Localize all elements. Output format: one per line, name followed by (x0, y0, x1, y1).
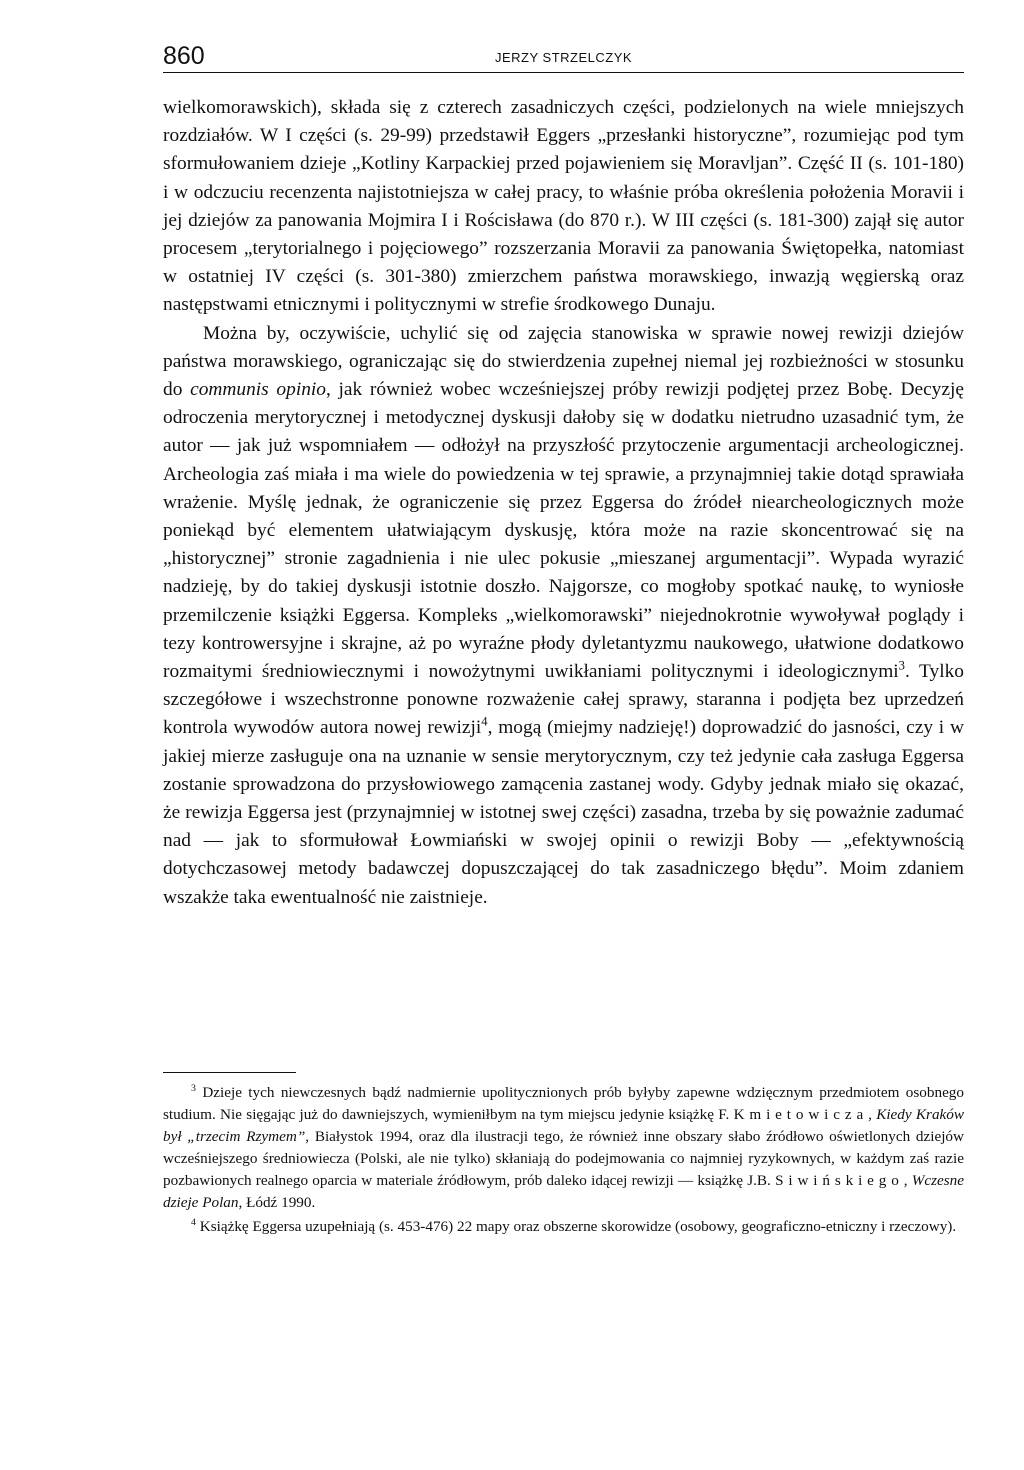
footnote-3-title-1: Kiedy Kraków był „trzecim Rzymem” (163, 1106, 965, 1145)
footnote-separator (163, 1072, 296, 1073)
footnote-3-comma-2: , (903, 1172, 908, 1189)
paragraph-2-part-b: , jak również wobec wcześniejszej próby rewizji podjętej przez Bobę. Decyzję odroczenia merytorycznej i metodycznej dyskusji dałoby się w dodatku nietrudno uzasadnić tym, że autor — jak już wspomniałem — odłożył na przyszłość przytoczenie argumentacji archeologicznej. Archeologia zaś miała i ma wiele do powiedzenia w tej sprawie, a przynajmniej takie dotąd sprawiała wrażenie. Myślę jednak, że ograniczenie się przez Eggersa do źródeł niearcheologicznych może poniekąd być elementem ułatwiającym dyskusję, która może na razie skoncentrować się na „historycznej” stronie zagadnienia i nie ulec pokusie „mieszanej argumentacji”. Wypada wyrazić nadzieję, by do takiej dyskusji istotnie doszło. Najgorsze, co mogłoby spotkać naukę, to wyniosłe przemilczenie książki Eggersa. Kompleks „wielkomorawski” niejednokrotnie wywoływał poglądy i tezy kontrowersyjne i skrajne, aż po wyraźne płody dyletantyzmu naukowego, ułatwione dodatkowo rozmaitymi średniowiecznymi i nowożytnymi uwikłaniami politycznymi i ideologicznymi (163, 379, 964, 683)
footnote-3-part-a: Dzieje tych niewczesnych bądź nadmiernie upolitycznionych prób byłyby zapewne wdzięcznym przedmiotem osobnego studium. Nie sięgając już do dawniejszych, wymieniłbym na tym miejscu jedynie książkę F. (163, 1084, 964, 1123)
footnote-ref-3[interactable]: 3 (898, 658, 905, 673)
footnote-3-comma-1: , (868, 1106, 872, 1123)
paragraph-2 (163, 320, 964, 912)
paragraph-2-part-a: Można by, oczywiście, uchylić się od zajęcia stanowiska w sprawie nowej rewizji dziejów państwa morawskiego, ograniczając się do stwierdzenia zupełnej niemal jej rozbieżności w stosunku do (163, 322, 964, 401)
footnote-3-title-2: Wczesne dzieje Polan (163, 1172, 965, 1211)
footnote-3-author-1: Kmietowicza (733, 1106, 869, 1123)
paragraph-1: wielkomorawskich), składa się z czterech zasadniczych części, podzielonych na wiele mniejszych rozdziałów. W I części (s. 29-99) przedstawił Eggers „przesłanki historyczne”, rozumiejąc pod tym sformułowaniem dzieje „Kotliny Karpackiej przed pojawieniem się Moravljan”. Część II (s. 101-180) i w odczuciu recenzenta najistotniejsza w całej pracy, to właśnie próba określenia położenia Moravii i jej dziejów za panowania Mojmira I i Rościsława (do 870 r.). W III części (s. 181-300) zajął się autor procesem „terytorialnego i pojęciowego” rozszerzania Moravii za panowania Świętopełka, natomiast w ostatniej IV części (s. 301-380) zmierzchem państwa morawskiego, inwazją węgierską oraz następstwami etnicznymi i politycznymi w strefie środkowego Dunaju. (163, 97, 964, 316)
footnote-4 (163, 1216, 964, 1238)
footnote-3-part-c: , Łódź 1990. (238, 1194, 316, 1211)
footnote-3-author-2: Siwińskiego (775, 1172, 904, 1189)
paragraph-2-part-d: , mogą (miejmy nadzieję!) doprowadzić do jasności, czy i w jakiej mierze zasługuje ona na uznanie w sensie merytorycznym, czy też jedynie cała zasługa Eggersa zostanie sprowadzona do przysłowiowego zamącenia zastanej wody. Gdyby jednak miało się okazać, że rewizja Eggersa jest (przynajmniej w istotnej swej części) zasadna, trzeba by się poważnie zadumać nad — jak to sformułował Łowmiański w swojej opinii o rewizji Boby — „efektywnością dotychczasowej metody badawczej dopuszczającej do tak zasadniczego błędu”. Moim zdaniem wszakże taka ewentualność nie zaistnieje. (163, 717, 964, 908)
page-number: 860 (163, 42, 205, 70)
footnotes (163, 1082, 964, 1240)
page-header (163, 42, 964, 73)
footnote-4-text: Książkę Eggersa uzupełniają (s. 453-476) 22 mapy oraz obszerne skorowidze (osobowy, geograficzno-etniczny i rzeczowy). (199, 1218, 957, 1235)
main-text (163, 94, 964, 912)
footnote-3-part-b: , Białystok 1994, oraz dla ilustracji tego, że również inne obszary słabo źródłowo oświetlonych dziejów wcześniejszego średniowiecza (Polski, ale nie tylko) skłaniają do podejmowania co najmniej ryzykownych, w każdym zaś razie pozbawionych realnego oparcia w materiale źródłowym, prób daleko idącej rewizji — książkę J.B. (163, 1128, 964, 1189)
latin-phrase: communis opinio (190, 379, 326, 401)
footnote-3 (163, 1082, 964, 1214)
footnote-4-number: 4 (191, 1217, 196, 1229)
running-head: JERZY STRZELCZYK (494, 50, 633, 65)
footnote-3-number: 3 (191, 1083, 196, 1095)
footnote-ref-4[interactable]: 4 (481, 714, 488, 729)
paragraph-2-part-c: . Tylko szczegółowe i wszechstronne ponowne rozważenie całej sprawy, staranna i podjęta bez uprzedzeń kontrola wywodów autora nowej rewizji (163, 661, 964, 739)
